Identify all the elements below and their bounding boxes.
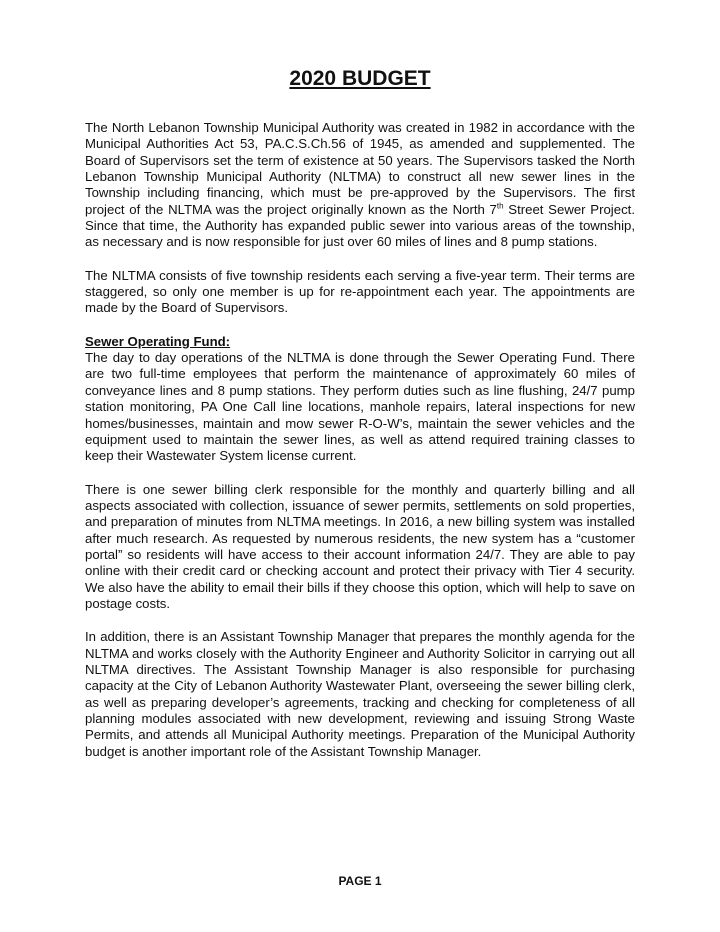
paragraph-assistant-manager: In addition, there is an Assistant Township Manager that prepares the monthly agenda for the NLTMA and works closely with the Authority Engineer and Authority Solicitor in carrying out all NLTMA directives. The Assistant Township Manager is also responsible for purchasing capacity at the City of Lebanon Authority Wastewater Plant, overseeing the sewer billing clerk, as well as preparing developer’s agreements, tracking and checking for completeness of all planning modules associated with new development, reviewing and issuing Strong Waste Permits, and attends all Municipal Authority meetings. Preparation of the Municipal Authority budget is another important role of the Assistant Township Manager.: [85, 629, 635, 759]
ordinal-superscript: th: [496, 201, 504, 211]
paragraph-history-text-1: The North Lebanon Township Municipal Authority was created in 1982 in accordance with the Municipal Authorities Act 53, PA.C.S.Ch.56 of 1945, as amended and supplemented. The Board of Supervisors set the term of existence at 50 years. The Supervisors tasked the North Lebanon Township Municipal Authority (NLTMA) to construct all new sewer lines in the Township including financing, which must be pre-approved by the Supervisors. The first project of the NLTMA was the project originally known as the North 7: [85, 120, 635, 217]
paragraph-history: [85, 120, 635, 251]
section-heading: Sewer Operating Fund:: [85, 333, 231, 349]
document-page: [85, 66, 635, 760]
page-number: PAGE 1: [338, 874, 382, 888]
paragraph-operations: The day to day operations of the NLTMA is done through the Sewer Operating Fund. There are two full-time employees that perform the maintenance of approximately 60 miles of conveyance lines and 8 pump stations. They perform duties such as line flushing, 24/7 pump station monitoring, PA One Call line locations, manhole repairs, lateral inspections for new homes/businesses, maintain and mow sewer R-O-W’s, maintain the sewer vehicles and the equipment used to maintain the sewer lines, as well as attend required training classes to keep their Wastewater System license current.: [85, 350, 635, 464]
paragraph-membership: The NLTMA consists of five township residents each serving a five-year term. Their terms are staggered, so only one member is up for re-appointment each year. The appointments are made by the Board of Supervisors.: [85, 267, 635, 316]
paragraph-billing: There is one sewer billing clerk responsible for the monthly and quarterly billing and all aspects associated with collection, issuance of sewer permits, settlements on sold properties, and preparation of minutes from NLTMA meetings. In 2016, a new billing system was installed after much research. As requested by numerous residents, the new system has a “customer portal” so residents will have access to their account information 24/7. They are able to pay online with their credit card or checking account and protect their privacy with Tier 4 security. We also have the ability to email their bills if they choose this option, which will help to save on postage costs.: [85, 481, 635, 611]
document-title: 2020 BUDGET: [289, 67, 431, 90]
paragraph-history-text-2: Street Sewer Project. Since that time, the Authority has expanded public sewer into various areas of the township, as necessary and is now responsible for just over 60 miles of lines and 8 pump stations.: [85, 201, 635, 250]
section-sewer-operating-fund: [85, 334, 635, 465]
